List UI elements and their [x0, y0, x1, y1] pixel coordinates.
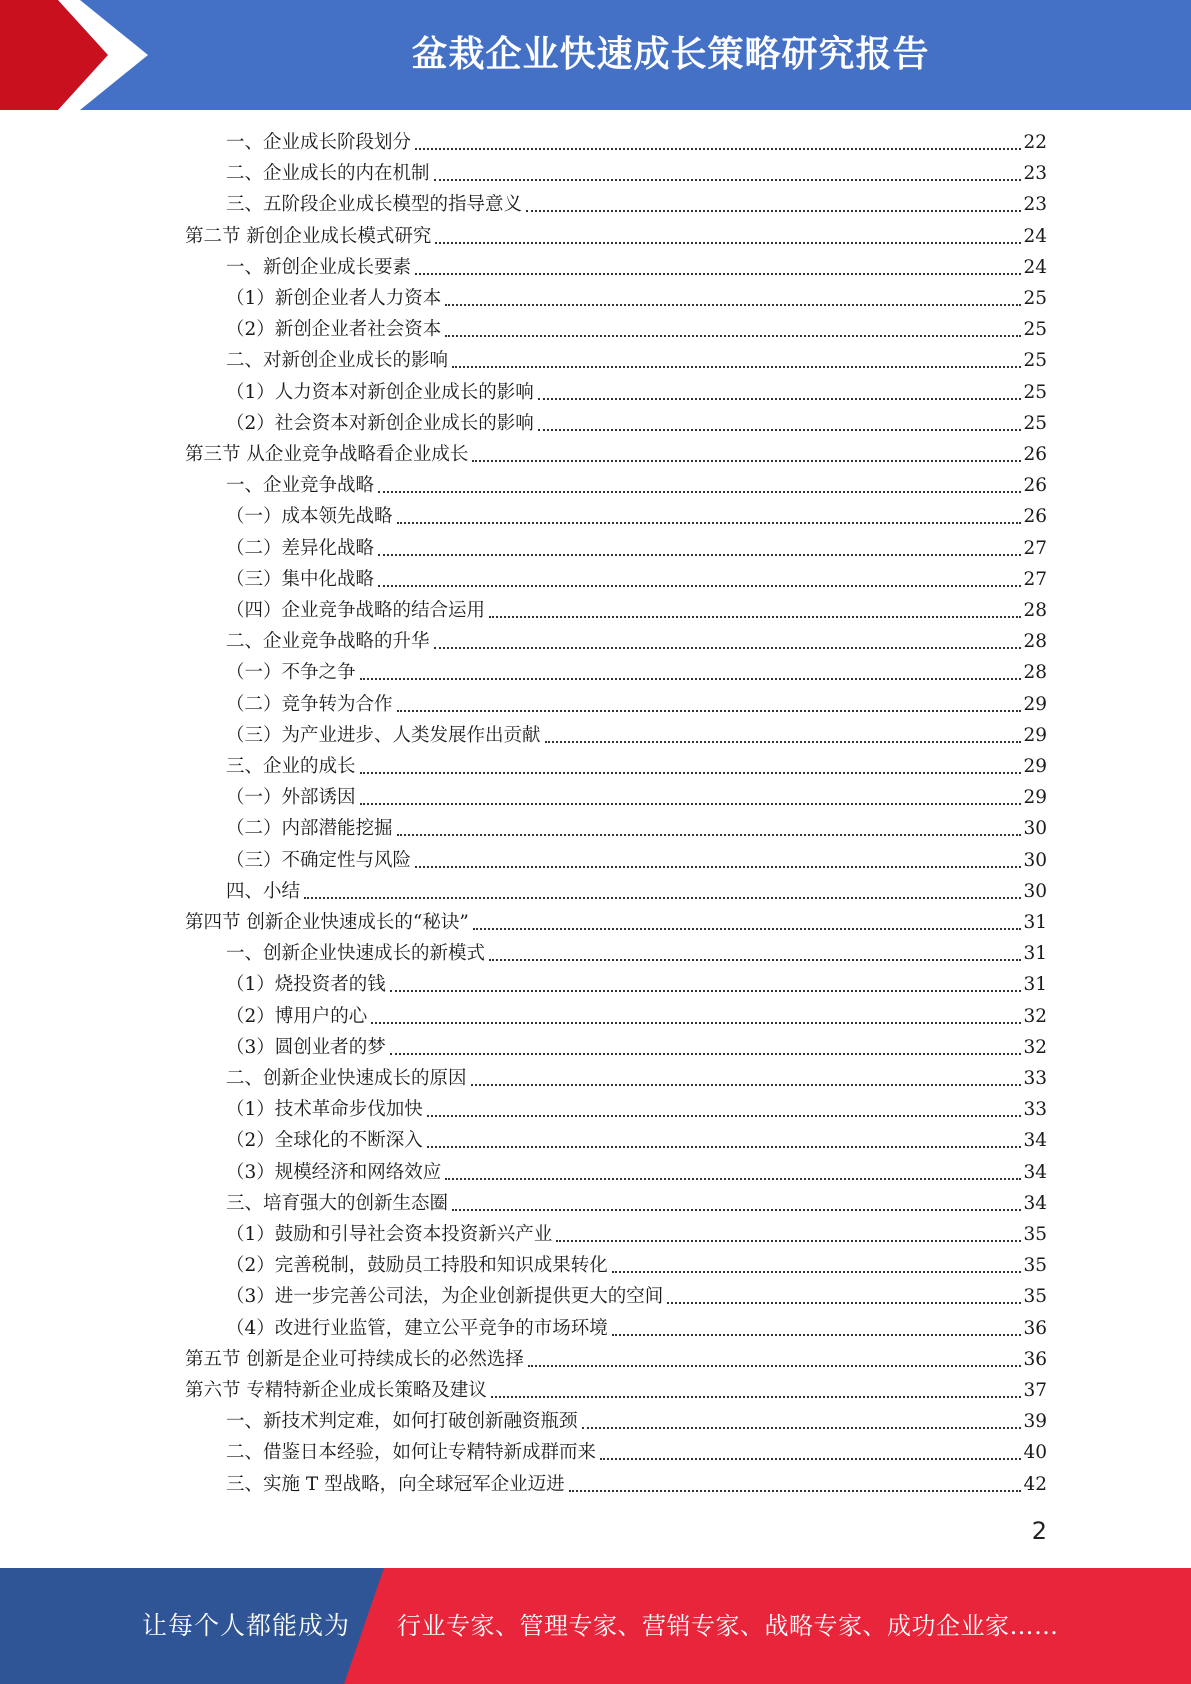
footer-slogan-left: 让每个人都能成为 [142, 1611, 351, 1640]
toc-entry-page: 35 [1023, 1255, 1047, 1277]
toc-entry[interactable] [226, 658, 1047, 688]
toc-dot-leader [434, 647, 1022, 649]
toc-dot-leader [304, 897, 1021, 899]
toc-dot-leader [600, 1458, 1021, 1460]
toc-entry-title: （2）社会资本对新创企业成长的影响 [226, 412, 534, 434]
toc-entry-title: （1）技术革命步伐加快 [226, 1099, 423, 1121]
toc-entry-page: 31 [1023, 912, 1047, 933]
toc-entry-page: 34 [1023, 1161, 1047, 1183]
toc-entry-title: 第二节 新创企业成长模式研究 [185, 225, 432, 247]
toc-entry-page: 24 [1023, 256, 1047, 278]
toc-dot-leader [667, 1302, 1021, 1304]
toc-entry-page: 35 [1023, 1224, 1047, 1245]
toc-entry-title: （二）差异化战略 [226, 537, 375, 559]
toc-entry-title: 三、企业的成长 [226, 756, 356, 777]
toc-entry[interactable] [226, 1407, 1047, 1437]
toc-entry[interactable] [226, 1438, 1047, 1468]
toc-entry-page: 32 [1023, 1036, 1047, 1058]
toc-dot-leader [415, 273, 1021, 275]
toc-entry[interactable] [226, 752, 1047, 782]
toc-entry[interactable] [226, 1314, 1047, 1344]
toc-dot-leader [360, 772, 1022, 774]
toc-entry-page: 25 [1023, 350, 1047, 372]
toc-entry[interactable] [226, 128, 1047, 158]
toc-entry-page: 29 [1023, 693, 1047, 715]
toc-entry[interactable] [226, 846, 1047, 876]
toc-entry[interactable] [226, 814, 1047, 844]
toc-dot-leader [528, 1365, 1022, 1367]
toc-entry-title: 一、创新企业快速成长的新模式 [226, 943, 486, 965]
toc-dot-leader [397, 522, 1022, 524]
toc-entry-title: 第六节 专精特新企业成长策略及建议 [185, 1380, 487, 1401]
toc-entry-title: （四）企业竞争战略的结合运用 [226, 600, 486, 621]
toc-entry-title: （3）圆创业者的梦 [226, 1036, 386, 1058]
toc-entry[interactable] [226, 1002, 1047, 1032]
toc-dot-leader [452, 366, 1021, 368]
toc-entry-title: 二、创新企业快速成长的原因 [226, 1068, 467, 1089]
toc-dot-leader [397, 710, 1022, 712]
toc-entry[interactable] [185, 222, 1047, 252]
toc-entry-title: 一、新创企业成长要素 [226, 256, 412, 278]
toc-entry-page: 27 [1023, 537, 1047, 559]
toc-entry-title: （1）人力资本对新创企业成长的影响 [226, 381, 534, 403]
toc-entry-title: 三、实施 T 型战略，向全球冠军企业迈进 [226, 1473, 565, 1495]
toc-entry-page: 26 [1023, 444, 1047, 465]
toc-entry-title: （4）改进行业监管，建立公平竞争的市场环境 [226, 1317, 608, 1339]
toc-entry-page: 29 [1023, 756, 1047, 777]
toc-entry-title: （一）成本领先战略 [226, 506, 393, 528]
toc-dot-leader [545, 741, 1022, 743]
toc-entry-title: （1）烧投资者的钱 [226, 974, 386, 996]
toc-entry-page: 25 [1023, 412, 1047, 434]
header-banner [0, 0, 1191, 110]
toc-entry[interactable] [226, 1064, 1047, 1094]
toc-entry-page: 28 [1023, 600, 1047, 621]
toc-entry-page: 34 [1023, 1130, 1047, 1152]
toc-entry-page: 26 [1023, 506, 1047, 528]
page-number: 2 [1031, 1517, 1047, 1545]
toc-dot-leader [390, 1053, 1022, 1055]
toc-entry[interactable] [226, 284, 1047, 314]
toc-entry-page: 36 [1023, 1348, 1047, 1370]
toc-dot-leader [397, 834, 1022, 836]
toc-entry-title: （一）不争之争 [226, 662, 356, 684]
toc-entry-title: 三、五阶段企业成长模型的指导意义 [226, 194, 523, 216]
toc-dot-leader [378, 554, 1021, 556]
toc-entry[interactable] [226, 1126, 1047, 1156]
toc-entry-page: 22 [1023, 132, 1047, 153]
toc-entry-title: （2）博用户的心 [226, 1005, 368, 1027]
toc-dot-leader [491, 1396, 1022, 1398]
toc-entry-page: 26 [1023, 475, 1047, 497]
toc-entry-title: 二、借鉴日本经验，如何让专精特新成群而来 [226, 1442, 597, 1464]
toc-entry-title: 二、企业竞争战略的升华 [226, 631, 430, 653]
toc-entry[interactable] [226, 1189, 1047, 1219]
toc-entry[interactable] [185, 440, 1047, 470]
toc-entry-page: 23 [1023, 163, 1047, 185]
toc-entry-title: 第三节 从企业竞争战略看企业成长 [185, 444, 469, 465]
toc-entry-title: 一、新技术判定难，如何打破创新融资瓶颈 [226, 1411, 578, 1433]
toc-dot-leader [556, 1240, 1021, 1242]
toc-entry-page: 27 [1023, 568, 1047, 590]
toc-entry-title: 二、企业成长的内在机制 [226, 163, 430, 185]
toc-entry-page: 35 [1023, 1286, 1047, 1308]
toc-dot-leader [526, 210, 1021, 212]
toc-entry-title: （3）规模经济和网络效应 [226, 1161, 442, 1183]
toc-entry-page: 25 [1023, 381, 1047, 403]
toc-dot-leader [435, 242, 1021, 244]
toc-entry-page: 25 [1023, 288, 1047, 309]
toc-dot-leader [445, 304, 1021, 306]
toc-dot-leader [434, 179, 1022, 181]
toc-dot-leader [538, 398, 1022, 400]
toc-entry[interactable] [226, 783, 1047, 813]
toc-entry-title: （三）不确定性与风险 [226, 849, 412, 871]
toc-entry-title: （1）新创企业者人力资本 [226, 288, 442, 309]
toc-dot-leader [360, 678, 1022, 680]
toc-entry-title: （二）竞争转为合作 [226, 693, 393, 715]
toc-entry-page: 28 [1023, 662, 1047, 684]
toc-entry-title: 四、小结 [226, 880, 301, 902]
toc-dot-leader [489, 616, 1021, 618]
toc-entry-page: 42 [1023, 1473, 1047, 1495]
toc-entry-page: 32 [1023, 1005, 1047, 1027]
toc-entry[interactable] [226, 1220, 1047, 1250]
toc-entry-page: 33 [1023, 1099, 1047, 1121]
toc-entry[interactable] [185, 1376, 1047, 1406]
toc-entry[interactable] [226, 346, 1047, 376]
toc-dot-leader [445, 1178, 1021, 1180]
toc-entry[interactable] [226, 378, 1047, 408]
toc-entry[interactable] [226, 1033, 1047, 1063]
toc-dot-leader [415, 148, 1021, 150]
toc-entry-title: （二）内部潜能挖掘 [226, 818, 393, 840]
toc-entry-title: （一）外部诱因 [226, 787, 356, 809]
toc-entry[interactable] [226, 190, 1047, 220]
toc-entry-title: 一、企业成长阶段划分 [226, 132, 412, 153]
toc-entry-page: 33 [1023, 1068, 1047, 1089]
toc-entry[interactable] [185, 908, 1047, 938]
toc-entry-page: 34 [1023, 1192, 1047, 1214]
toc-dot-leader [569, 1490, 1022, 1492]
toc-entry-page: 29 [1023, 787, 1047, 809]
toc-entry[interactable] [226, 690, 1047, 720]
toc-dot-leader [427, 1115, 1022, 1117]
toc-dot-leader [390, 990, 1022, 992]
toc-entry[interactable] [226, 315, 1047, 345]
toc-entry-title: 三、培育强大的创新生态圈 [226, 1192, 449, 1214]
toc-dot-leader [471, 1084, 1022, 1086]
toc-entry-title: （2）全球化的不断深入 [226, 1130, 423, 1152]
toc-entry[interactable] [226, 939, 1047, 969]
toc-entry[interactable] [226, 534, 1047, 564]
toc-dot-leader [452, 1209, 1021, 1211]
toc-entry-page: 24 [1023, 225, 1047, 247]
toc-entry-title: （2）新创企业者社会资本 [226, 319, 442, 341]
toc-entry-title: （三）集中化战略 [226, 568, 375, 590]
toc-dot-leader [538, 429, 1022, 431]
toc-entry-page: 23 [1023, 194, 1047, 216]
toc-entry-title: 第五节 创新是企业可持续成长的必然选择 [185, 1348, 524, 1370]
toc-entry-title: 第四节 创新企业快速成长的“秘诀” [185, 912, 469, 933]
toc-entry[interactable] [226, 1095, 1047, 1125]
toc-entry[interactable] [226, 471, 1047, 501]
toc-entry[interactable] [226, 565, 1047, 595]
toc-entry[interactable] [226, 596, 1047, 626]
report-title: 盆栽企业快速成长策略研究报告 [411, 34, 930, 75]
toc-entry-page: 30 [1023, 849, 1047, 871]
toc-entry-page: 30 [1023, 880, 1047, 902]
toc-dot-leader [360, 803, 1022, 805]
toc-dot-leader [472, 460, 1021, 462]
toc-entry-page: 39 [1023, 1411, 1047, 1433]
toc-entry[interactable] [226, 1282, 1047, 1312]
footer-banner [0, 1568, 1191, 1684]
toc-entry[interactable] [226, 502, 1047, 532]
toc-entry[interactable] [226, 1158, 1047, 1188]
toc-dot-leader [612, 1334, 1022, 1336]
footer-slogan-right: 行业专家、管理专家、营销专家、战略专家、成功企业家…… [397, 1612, 1059, 1640]
toc-entry-title: （三）为产业进步、人类发展作出贡献 [226, 724, 541, 746]
toc-entry[interactable] [226, 1251, 1047, 1281]
toc-entry-page: 36 [1023, 1317, 1047, 1339]
toc-dot-leader [612, 1271, 1022, 1273]
toc-entry[interactable] [226, 877, 1047, 907]
toc-dot-leader [371, 1022, 1021, 1024]
toc-entry-title: 一、企业竞争战略 [226, 475, 375, 497]
toc-dot-leader [427, 1146, 1022, 1148]
toc-entry[interactable] [226, 1470, 1047, 1500]
toc-entry[interactable] [226, 627, 1047, 657]
toc-entry-page: 25 [1023, 319, 1047, 341]
toc-dot-leader [445, 335, 1021, 337]
toc-entry-title: （3）进一步完善公司法，为企业创新提供更大的空间 [226, 1286, 664, 1308]
toc-entry-page: 31 [1023, 943, 1047, 965]
toc-entry-title: （2）完善税制，鼓励员工持股和知识成果转化 [226, 1255, 608, 1277]
toc-dot-leader [582, 1427, 1022, 1429]
header-chevron-decoration [0, 0, 200, 110]
toc-dot-leader [378, 585, 1021, 587]
toc-entry-page: 31 [1023, 974, 1047, 996]
toc-entry-page: 30 [1023, 818, 1047, 840]
toc-entry-page: 37 [1023, 1380, 1047, 1401]
toc-entry-page: 40 [1023, 1442, 1047, 1464]
toc-entry-title: （1）鼓励和引导社会资本投资新兴产业 [226, 1224, 553, 1245]
toc-entry-page: 29 [1023, 724, 1047, 746]
toc-dot-leader [473, 928, 1022, 930]
toc-entry[interactable] [226, 253, 1047, 283]
toc-entry-page: 28 [1023, 631, 1047, 653]
toc-entry[interactable] [185, 1345, 1047, 1375]
toc-dot-leader [378, 491, 1021, 493]
toc-entry[interactable] [226, 409, 1047, 439]
toc-entry[interactable] [226, 159, 1047, 189]
toc-entry[interactable] [226, 721, 1047, 751]
toc-entry[interactable] [226, 970, 1047, 1000]
toc-dot-leader [415, 866, 1021, 868]
toc-entry-title: 二、对新创企业成长的影响 [226, 350, 449, 372]
toc-dot-leader [489, 959, 1021, 961]
